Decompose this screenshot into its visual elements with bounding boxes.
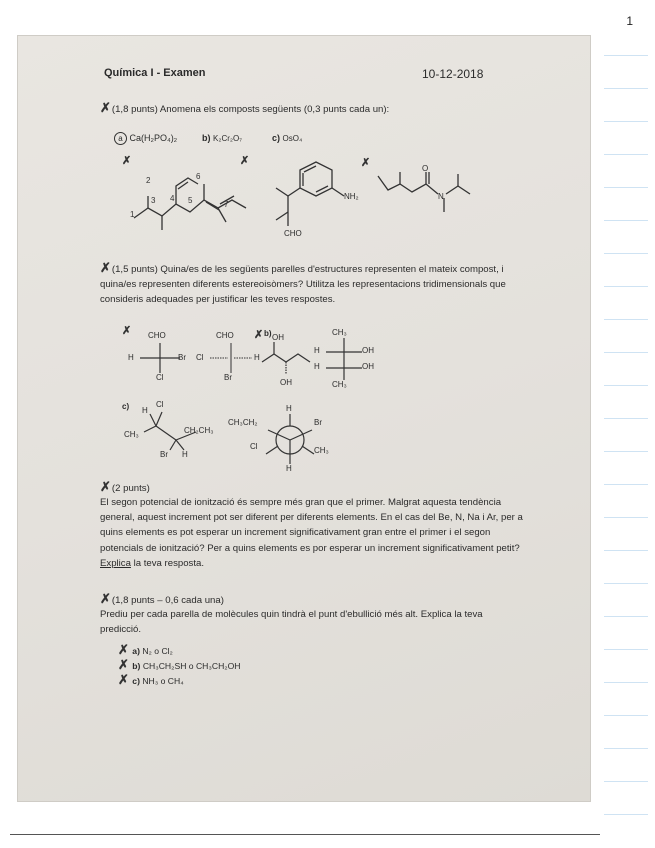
q2-zigzag-diol (258, 336, 314, 376)
exam-title: Química I - Examen (104, 67, 206, 79)
locant-4: 4 (170, 194, 175, 203)
fischer1-right: Br (178, 353, 186, 362)
cross-mark-icon: ✗ (118, 672, 129, 687)
q4-item-c (118, 672, 184, 688)
q4-item-b (118, 657, 241, 673)
locant-5: 5 (188, 196, 193, 205)
wedge-bottom: Br (224, 373, 232, 382)
q2-newman-projection (262, 412, 318, 468)
sawhorse-ch3: CH₃ (124, 430, 139, 439)
sawhorse-ch2ch3: CH₂CH₃ (184, 426, 214, 435)
q1-molecule-amide (374, 168, 484, 228)
locant-7: 7 (224, 200, 229, 209)
sawhorse-h: H (142, 406, 148, 415)
locant-3: 3 (151, 196, 156, 205)
newman-ch3ch2: CH₃CH₂ (228, 418, 258, 427)
cross-mark-icon: ✗ (240, 155, 250, 167)
fischer2-right2: OH (362, 362, 374, 371)
wedge-right: H (254, 353, 260, 362)
fischer2-bottom: CH₃ (332, 380, 347, 389)
fischer1-bottom: Cl (156, 373, 164, 382)
sawhorse-br: Br (160, 450, 168, 459)
cross-mark-icon: ✗ (122, 155, 132, 167)
question-3-text: El segon potencial de ionització és sempre més gran que el primer. Malgrat aquesta tendència general, aquest increment pot ser diferent per diferents elements. En el cas del Be, N, Na i Ar, per a quins elements es pot esperar un increment significativament gran entre el primer i el segon potencials de ionització? Per a quins elements es por esperar un increment significativament petit? (100, 497, 523, 554)
cross-mark-icon: ✗ (361, 157, 371, 169)
fischer2-left2: H (314, 362, 320, 371)
cross-mark-icon: ✗ (122, 325, 132, 337)
question-4-body: Prediu per cada parella de molècules quin tindrà el punt d'ebullició més alt. Explica la teva predicció. (100, 609, 483, 636)
q4-item-a-mark: a) (132, 646, 140, 656)
cross-mark-icon: ✗ (118, 642, 129, 657)
q2-mark-c: c) (122, 402, 130, 411)
formula-k2cr2o7: K₂Cr₂O₇ (213, 134, 242, 143)
cross-mark-icon: ✗ (100, 260, 111, 275)
q4-item-c-mark: c) (132, 676, 140, 686)
cross-mark-icon: ✗ (100, 591, 111, 606)
wedge-left: Cl (196, 353, 204, 362)
fischer1-top: CHO (148, 331, 166, 340)
q2-fischer-projection-2 (324, 336, 364, 382)
diol-oh-bottom: OH (280, 378, 292, 387)
exam-paper-photo (18, 36, 590, 801)
q4-item-a-text: N₂ o Cl₂ (142, 646, 173, 656)
q4-item-b-mark: b) (132, 661, 141, 671)
question-3-body (100, 495, 526, 571)
fischer2-left1: H (314, 346, 320, 355)
newman-h-top: H (286, 404, 292, 413)
formula-ca-h2po4: Ca(H₂PO₄)₂ (129, 133, 178, 143)
question-2 (100, 260, 520, 308)
locant-1: 1 (130, 210, 135, 219)
question-1-text: (1,8 punts) Anomena els composts següents (0,3 punts cada un): (111, 104, 390, 115)
newman-cl: Cl (250, 442, 258, 451)
sawhorse-h2: H (182, 450, 188, 459)
notebook-margin-lines (598, 0, 655, 848)
question-3-heading (100, 479, 520, 496)
wedge-top: CHO (216, 331, 234, 340)
question-3-text-end: la teva resposta. (133, 557, 205, 569)
nh2-label: NH₂ (344, 192, 359, 201)
question-4-heading (100, 591, 520, 608)
question-4-points: (1,8 punts – 0,6 cada una) (111, 595, 224, 606)
q2-fischer-projection-1 (140, 341, 180, 375)
q1-formula-a (114, 132, 177, 145)
q1-formula-b (202, 133, 242, 143)
q2-mark-b: b) (264, 329, 272, 338)
exam-date: 10-12-2018 (422, 67, 484, 81)
question-3-points: (2 punts) (111, 483, 150, 494)
locant-2: 2 (146, 176, 151, 185)
cross-mark-icon: ✗ (118, 657, 129, 672)
page-number: 1 (626, 14, 633, 28)
question-1-heading (100, 100, 520, 117)
footer-divider (10, 834, 600, 835)
newman-ch3: CH₃ (314, 446, 329, 455)
cross-mark-icon: ✗ (100, 479, 111, 494)
newman-br: Br (314, 418, 322, 427)
cho-label: CHO (284, 229, 302, 238)
diol-oh-top: OH (272, 333, 284, 342)
question-2-text: (1,5 punts) Quina/es de les següents parelles d'estructures representen el mateix compost, i quina/es representen diferents estereoisòmers? Utilitza les representacions tridimensionals que consideris adequades per justificar les teves respostes. (100, 264, 506, 306)
circled-a-mark: a (114, 132, 127, 145)
cross-mark-icon: ✗ (100, 100, 111, 115)
cross-mark-icon: ✗ (254, 329, 264, 341)
question-3-explica-underlined: Explica (100, 557, 131, 569)
q2-wedge-structure (206, 341, 256, 375)
q4-item-b-text: CH₃CH₂SH o CH₃CH₂OH (142, 661, 241, 671)
oxygen-label: O (422, 164, 429, 173)
fischer1-left: H (128, 353, 134, 362)
mark-c: c) (272, 133, 281, 143)
q4-item-a (118, 642, 173, 658)
fischer2-right1: OH (362, 346, 374, 355)
q4-item-c-text: NH₃ o CH₄ (142, 676, 184, 686)
sawhorse-cl: Cl (156, 400, 164, 409)
q1-formula-c (272, 133, 302, 143)
formula-oso4: OsO₄ (282, 134, 303, 143)
locant-6: 6 (196, 172, 201, 181)
newman-h-bottom: H (286, 464, 292, 473)
fischer2-top: CH₃ (332, 328, 347, 337)
nitrogen-label: N (438, 192, 444, 201)
mark-b: b) (202, 133, 211, 143)
